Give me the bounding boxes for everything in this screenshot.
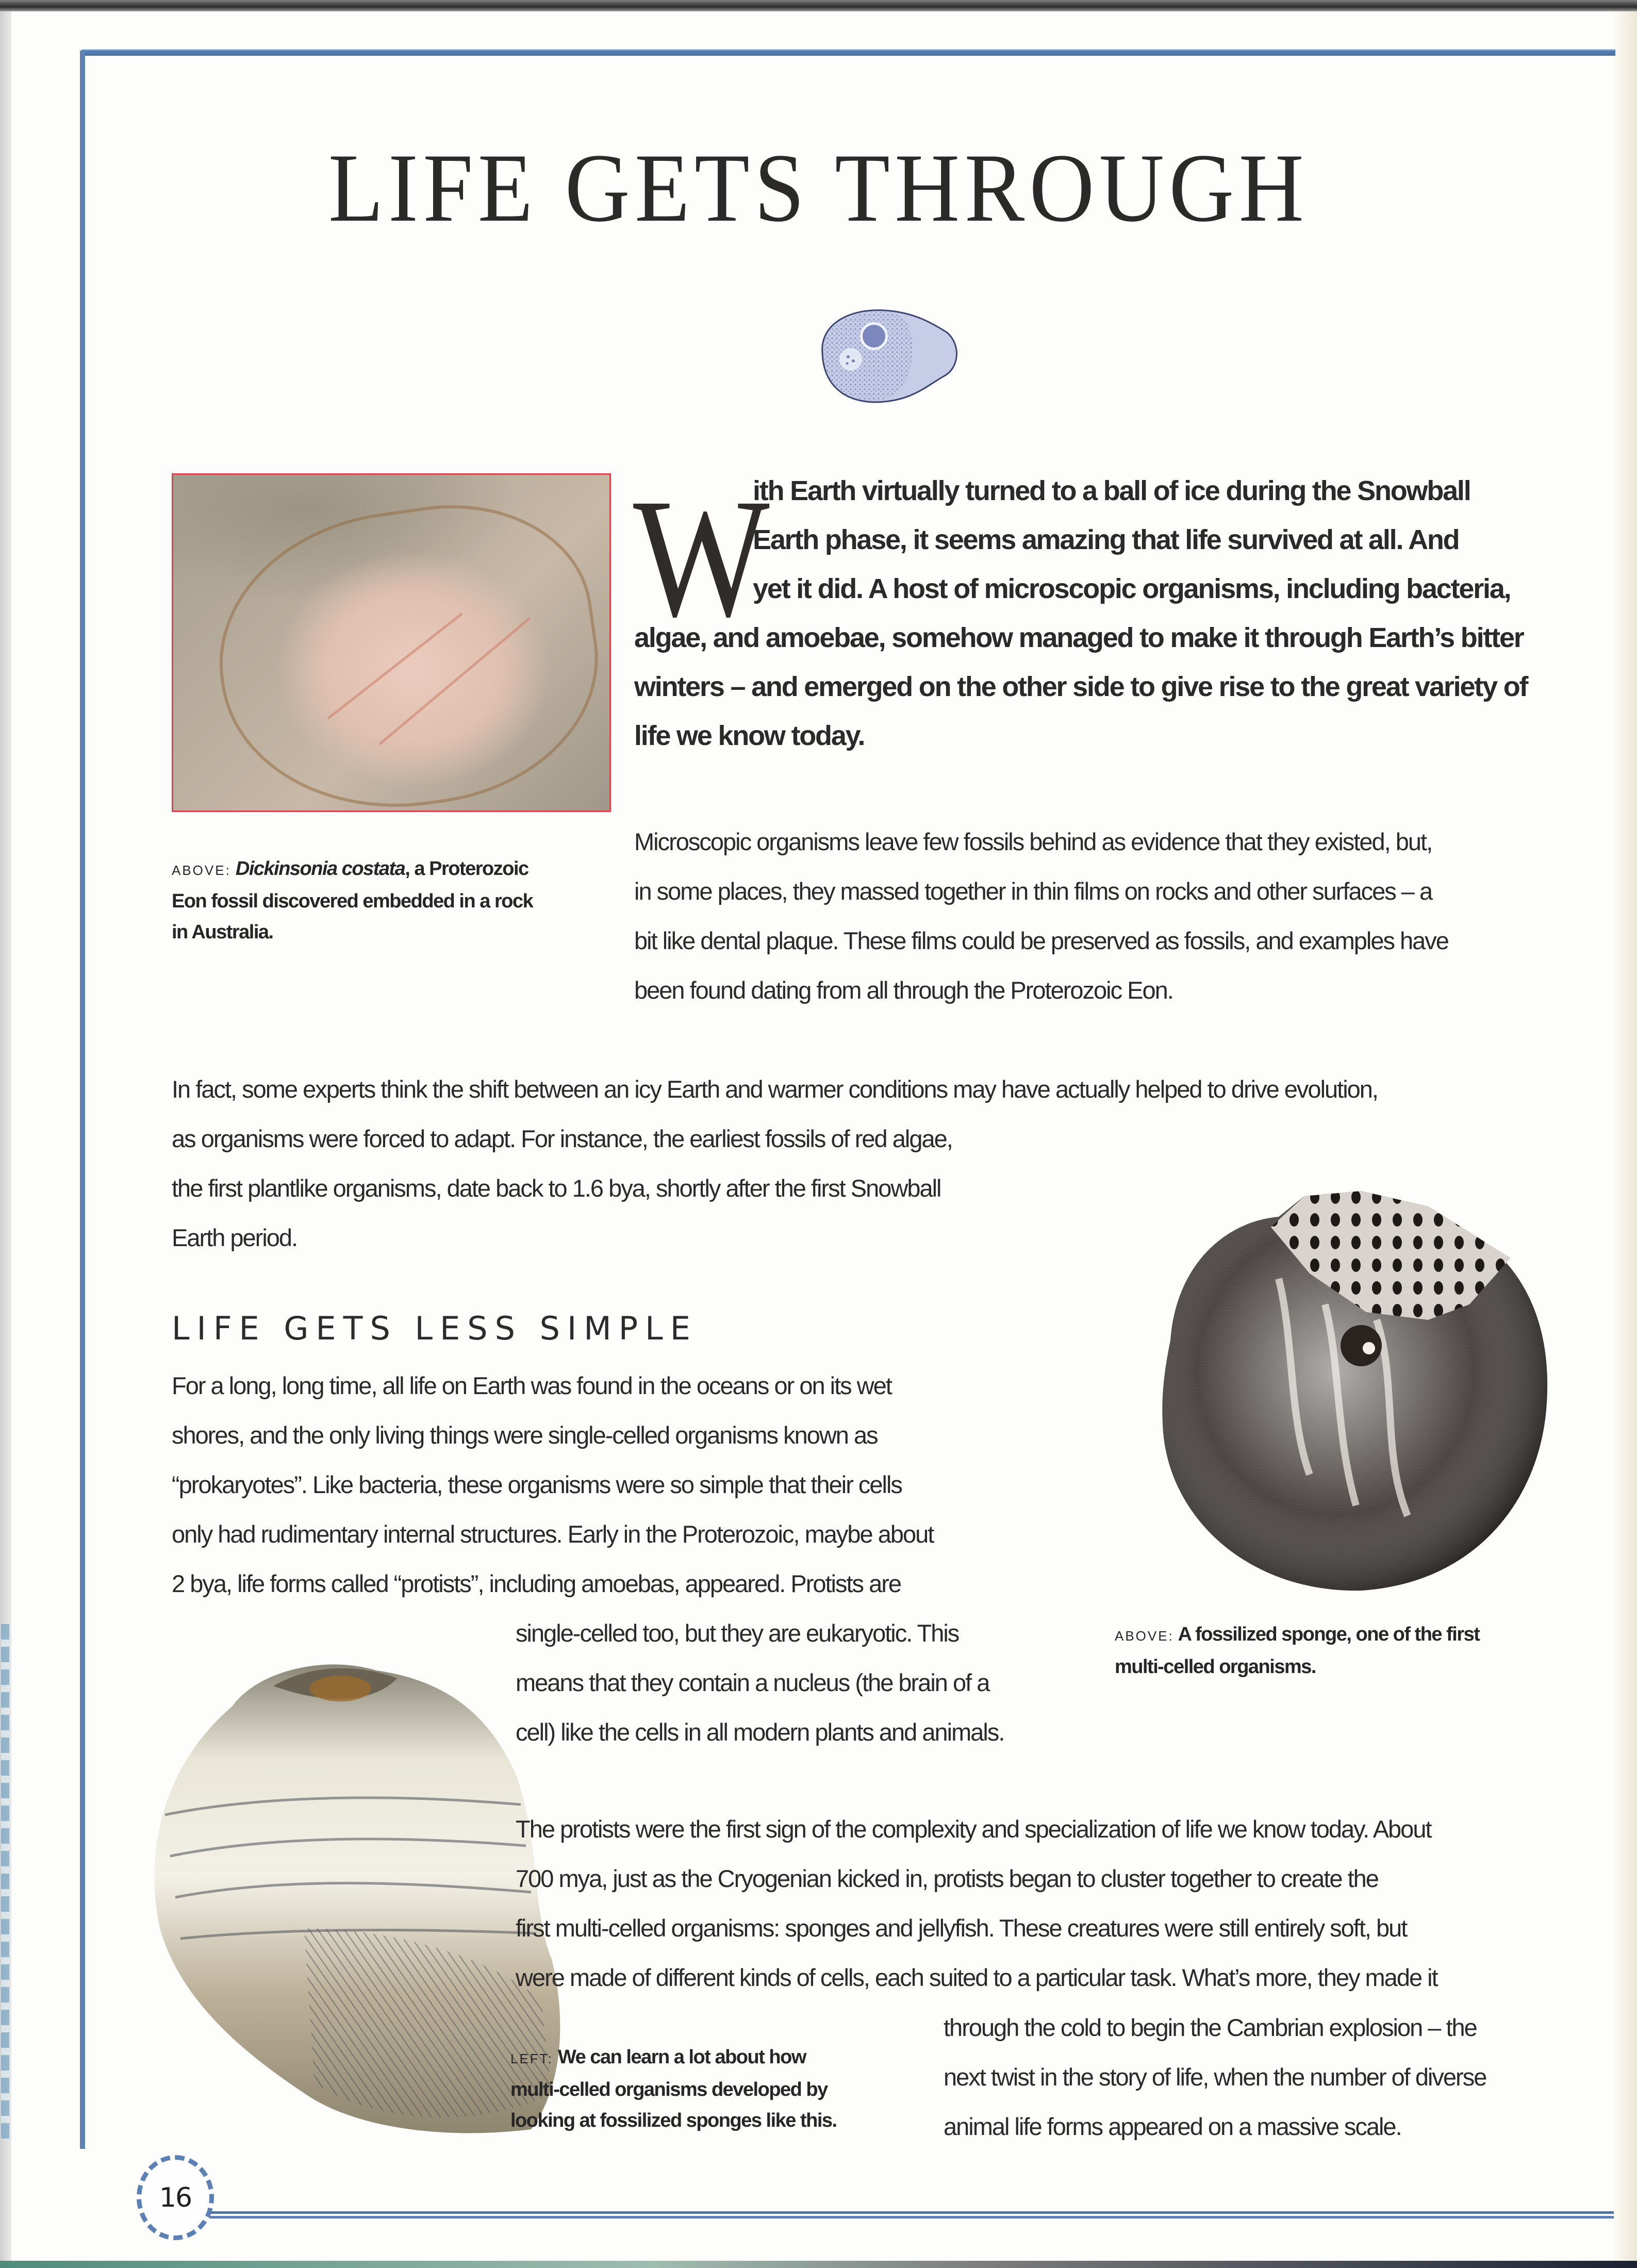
amoeba-illustration-icon [812, 304, 962, 407]
caption-lead: ABOVE: [1115, 1628, 1174, 1644]
dickinsonia-fossil-photo [172, 473, 611, 812]
body-paragraph-1: Microscopic organisms leave few fossils behind as evidence that they existed, but, in some places, they massed together in thin films on rocks and other surfaces – a bit like dental plaque. These films could be preserved as fossils, and examples have been found dating from all through the Proterozoic Eon. [634, 828, 1448, 1004]
fossil-outline [201, 486, 611, 812]
page-border-bottom-inner [170, 2216, 1614, 2219]
scan-edge-right [1614, 11, 1637, 2268]
fossil-photo-caption: ABOVE: Dickinsonia costata, a Proterozoic Eon fossil discovered embedded in a rock in Australia. [172, 858, 533, 943]
drop-cap: W [633, 464, 770, 652]
scan-edge-top [0, 0, 1637, 11]
body-paragraph-4-continued: through the cold to begin the Cambrian explosion – the next twist in the story of life, when the number of diverse animal life forms appeared on a massive scale. [944, 2014, 1486, 2140]
fossil-sponge-engraving [1139, 1186, 1562, 1593]
caption-lead: ABOVE: [172, 863, 231, 878]
page-title: LIFE GETS THROUGH [328, 134, 1309, 242]
page-number-badge [137, 2155, 214, 2240]
body-paragraph-3-continued: single-celled too, but they are eukaryotic. This means that they contain a nucleus (the brain of a cell) like the cells in all modern plants and animals. [516, 1619, 1004, 1746]
section-subheading: LIFE GETS LESS SIMPLE [172, 1310, 698, 1347]
species-name: Dickinsonia costata [235, 858, 405, 880]
page-number: 16 [159, 2182, 192, 2213]
intro-paragraph: ith Earth virtually turned to a ball of ice during the Snowball Earth phase, it seems amazing that life survived at all. And yet it did. A host of microscopic organisms, including bacteria, algae, and amoebae, somehow managed to make it through Earth’s bitter winters – and emerged on the other side to give rise to the great variety of life we know today. [634, 475, 1528, 751]
page-border-top [81, 49, 1615, 56]
adjacent-page-strip [1, 1624, 9, 2140]
page-border-bottom [170, 2211, 1614, 2214]
scan-edge-bottom [0, 2261, 1637, 2268]
sponge-engraving-caption: ABOVE: A fossilized sponge, one of the first multi-celled organisms. [1115, 1624, 1480, 1678]
body-paragraph-3: For a long, long time, all life on Earth was found in the oceans or on its wet shores, and the only living things were single-celled organisms known as “prokaryotes”. Like bacteria, these organisms were so simple that their cells only had rudimentary internal structures. Early in the Proterozoic, maybe about 2 bya, life forms called “protists”, including amoebas, appeared. Protists are [172, 1372, 934, 1597]
sponge-photo-caption: LEFT: We can learn a lot about how multi-celled organisms developed by looking at fossilized sponges like this. [510, 2046, 837, 2131]
page-border-left [80, 51, 85, 2149]
body-paragraph-4: The protists were the first sign of the complexity and specialization of life we know today. About 700 mya, just as the Cryogenian kicked in, protists began to cluster together to create the first multi-celled organisms: sponges and jellyfish. These creatures were still entirely soft, but were made of different kinds of cells, each suited to a particular task. What’s more, they made it [516, 1815, 1437, 1991]
caption-lead: LEFT: [510, 2051, 553, 2066]
body-paragraph-2: In fact, some experts think the shift between an icy Earth and warmer conditions may have actually helped to drive evolution, as organisms were forced to adapt. For instance, the earliest fossils of red algae, the first plantlike organisms, date back to 1.6 bya, shortly after the first Snowball Earth period. [172, 1075, 1378, 1251]
